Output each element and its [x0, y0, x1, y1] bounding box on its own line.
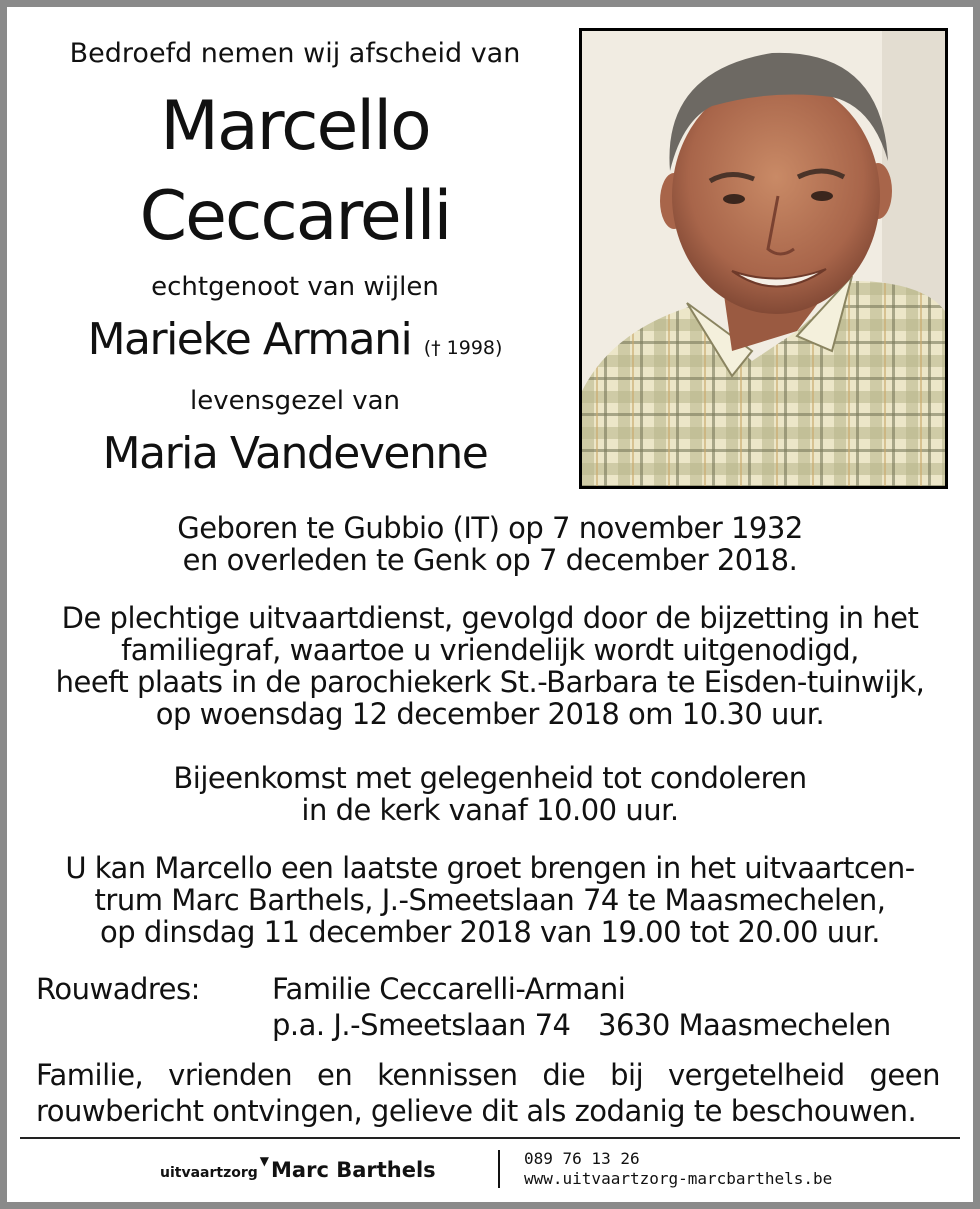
service-line-3: heeft plaats in de parochiekerk St.-Barbara te Eisden-tuinwijk,	[55, 665, 925, 699]
spouse-1	[30, 314, 560, 365]
death-line: en overleden te Genk op 7 december 2018.	[182, 543, 798, 577]
deceased-last-name: Ceccarelli	[139, 177, 451, 256]
birth-line: Geboren te Gubbio (IT) op 7 november 1932	[177, 511, 803, 545]
triangle-icon: ▼	[259, 1154, 270, 1168]
portrait-photo	[579, 28, 948, 489]
footer-vertical-divider	[498, 1150, 500, 1188]
spouse-1-name: Marieke Armani	[87, 314, 412, 365]
service-line-2: familiegraf, waartoe u vriendelijk wordt uitgenodigd,	[121, 633, 859, 667]
condolence-line-2: in de kerk vanaf 10.00 uur.	[301, 793, 679, 827]
address-label: Rouwadres:	[36, 972, 200, 1006]
farewell-line-3: op dinsdag 11 december 2018 van 19.00 tot 20.00 uur.	[100, 915, 880, 949]
brand-prefix: uitvaartzorg	[160, 1165, 258, 1181]
dates-block	[30, 512, 950, 576]
address-family: Familie Ceccarelli-Armani	[272, 972, 626, 1006]
relation-partner: levensgezel van	[189, 386, 401, 416]
brand-name: Marc Barthels	[271, 1158, 436, 1182]
address-city: 3630 Maasmechelen	[598, 1008, 891, 1042]
farewell-line-2: trum Marc Barthels, J.-Smeetslaan 74 te Maasmechelen,	[94, 883, 886, 917]
intro-text: Bedroefd nemen wij afscheid van	[69, 38, 521, 69]
closing-line-2: rouwbericht ontvingen, gelieve dit als zodanig te beschouwen.	[36, 1094, 917, 1128]
service-line-4: op woensdag 12 december 2018 om 10.30 uur.	[155, 697, 825, 731]
footer-website[interactable]: www.uitvaartzorg-marcbarthels.be	[524, 1169, 833, 1188]
service-line-1: De plechtige uitvaartdienst, gevolgd door de bijzetting in het	[61, 601, 919, 635]
footer-phone: 089 76 13 26	[524, 1149, 640, 1168]
closing-line-1: Familie, vrienden en kennissen die bij vergetelheid geen	[36, 1058, 940, 1092]
spouse-1-death-note: († 1998)	[423, 337, 503, 359]
farewell-block	[30, 852, 950, 948]
condolence-block	[30, 762, 950, 826]
footer-divider	[20, 1137, 960, 1139]
funeral-home-logo	[160, 1154, 436, 1182]
service-block	[30, 602, 950, 730]
portrait-illustration	[582, 31, 945, 486]
address-street: p.a. J.-Smeetslaan 74	[272, 1008, 571, 1042]
spouse-2-name: Maria Vandevenne	[102, 428, 488, 479]
relation-spouse: echtgenoot van wijlen	[151, 272, 439, 302]
farewell-line-1: U kan Marcello een laatste groet brengen in het uitvaartcen-	[65, 851, 915, 885]
deceased-first-name: Marcello	[160, 87, 430, 166]
condolence-line-1: Bijeenkomst met gelegenheid tot condoleren	[173, 761, 807, 795]
